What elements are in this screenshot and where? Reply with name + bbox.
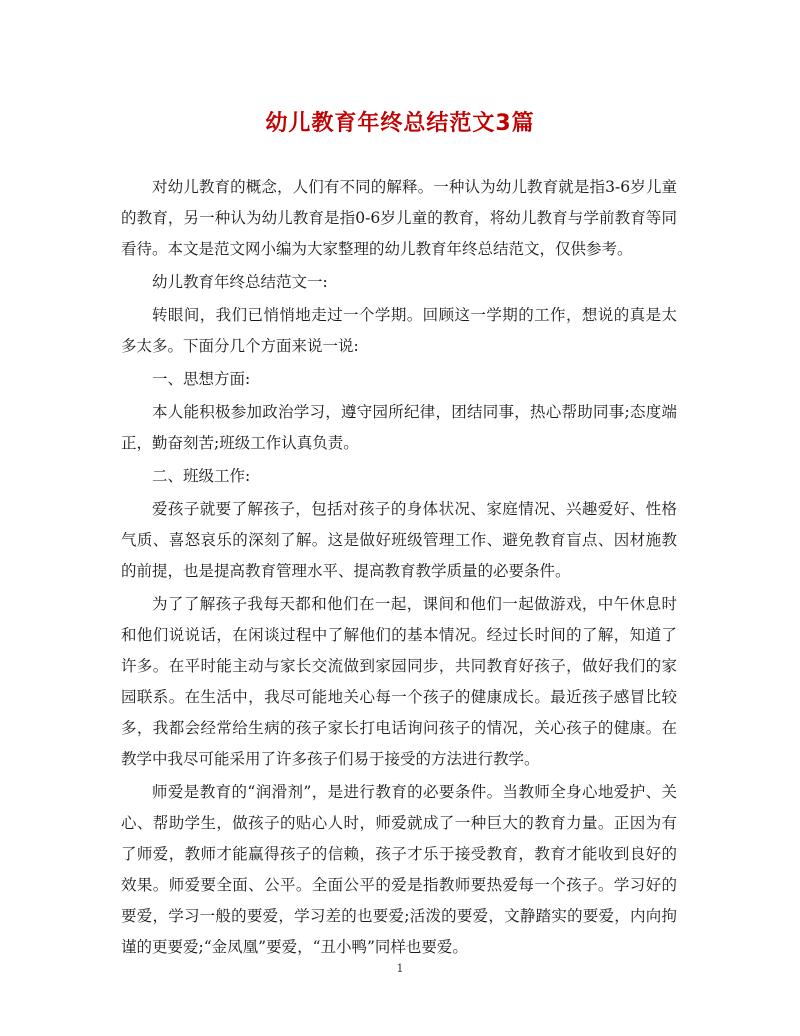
class-work-paragraph-3: 师爱是教育的“润滑剂”，是进行教育的必要条件。当教师全身心地爱护、关心、帮助学生，做孩子的贴心人时，师爱就成了一种巨大的教育力量。正因为有了师爱，教师才能赢得孩子的信赖，孩子才乐于接受教育，教育才能收到良好的效果。师爱要全面、公平。全面公平的爱是指教师要热爱每一个孩子。学习好的要爱，学习一般的要爱，学习差的也要爱;活泼的要爱，文静踏实的要爱，内向拘谨的更要爱;“金凤凰”要爱，“丑小鸭”同样也要爱。: [121, 783, 677, 956]
thought-paragraph: 本人能积极参加政治学习，遵守园所纪律，团结同事，热心帮助同事;态度端正，勤奋刻苦;班级工作认真负责。: [121, 403, 677, 452]
page-title: 幼儿教育年终总结范文3篇: [265, 111, 535, 136]
document-body: [121, 172, 677, 963]
section-heading-sample-one: 幼儿教育年终总结范文一:: [152, 273, 328, 291]
intro-paragraph: 对幼儿教育的概念，人们有不同的解释。一种认为幼儿教育就是指3-6岁儿童的教育，另一种认为幼儿教育是指0-6岁儿童的教育，将幼儿教育与学前教育等同看待。本文是范文网小编为大家整理的幼儿教育年终总结范文，仅供参考。: [121, 178, 677, 258]
section-heading-class-work: 二、班级工作:: [152, 467, 251, 485]
class-work-paragraph-1: 爱孩子就要了解孩子，包括对孩子的身体状况、家庭情况、兴趣爱好、性格气质、喜怒哀乐的深刻了解。这是做好班级管理工作、避免教育盲点、因材施教的前提，也是提高教育管理水平、提高教育教学质量的必要条件。: [121, 500, 677, 580]
page-number: 1: [396, 962, 404, 975]
class-work-paragraph-2: 为了了解孩子我每天都和他们在一起，课间和他们一起做游戏，中午休息时和他们说说话，在闲谈过程中了解他们的基本情况。经过长时间的了解，知道了许多。在平时能主动与家长交流做到家园同步，共同教育好孩子，做好我们的家园联系。在生活中，我尽可能地关心每一个孩子的健康成长。最近孩子感冒比较多，我都会经常给生病的孩子家长打电话询问孩子的情况，关心孩子的健康。在教学中我尽可能采用了许多孩子们易于接受的方法进行教学。: [121, 595, 677, 768]
section-heading-thought: 一、思想方面:: [152, 370, 251, 388]
opening-paragraph: 转眼间，我们已悄悄地走过一个学期。回顾这一学期的工作，想说的真是太多太多。下面分几个方面来说一说:: [121, 306, 677, 355]
